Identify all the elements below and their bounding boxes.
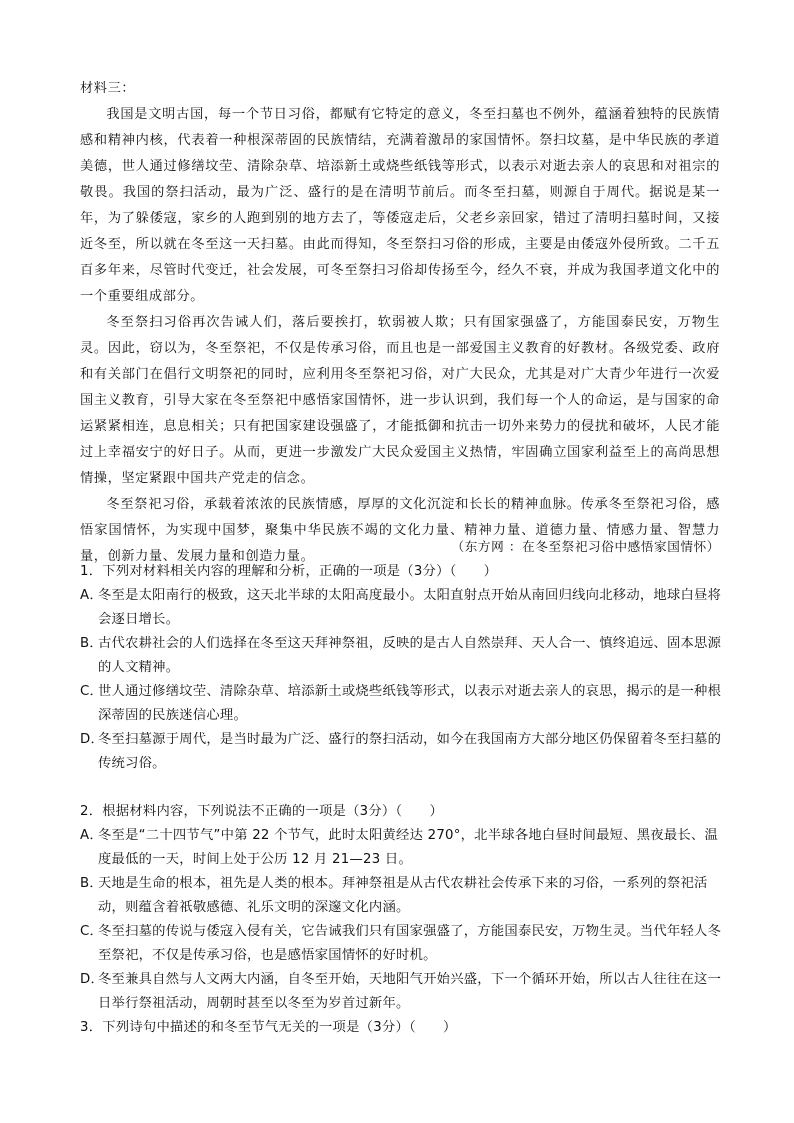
question-stem: 1．下列对材料相关内容的理解和分析，正确的一项是（3分）（ ） — [80, 564, 498, 579]
option-b — [80, 632, 730, 680]
option-label: B． — [80, 636, 103, 651]
option-text: 世人通过修缮坟茔、清除杂草、培添新土或烧些纸钱等形式，以表示对逝去亲人的哀思，揭示的是一种根深蒂固的民族迷信心理。 — [98, 684, 722, 723]
option-text: 天地是生命的根本，祖先是人类的根本。拜神祭祖是从古代农耕社会传承下来的习俗，一系列的祭祀活动，则蕴含着祇敬感德、礼乐文明的深邃文化内涵。 — [98, 876, 708, 915]
question-2 — [80, 800, 730, 1040]
option-a — [80, 584, 730, 632]
material-three — [80, 76, 720, 570]
option-label: B． — [80, 876, 103, 891]
material-heading: 材料三： — [80, 81, 136, 96]
option-label: A． — [80, 588, 103, 603]
option-c — [80, 920, 730, 968]
option-text: 冬至是“二十四节气”中第 22 个节气，此时太阳黄经达 270°，北半球各地白昼时间最短、黑夜最长、温度最低的一天，时间上处于公历 12 月 21—23 日。 — [98, 828, 719, 867]
question-3-stem: 3．下列诗句中描述的和冬至节气无关的一项是（3分）（ ） — [80, 1020, 457, 1035]
option-b — [80, 872, 730, 920]
option-label: C． — [80, 924, 104, 939]
option-text: 冬至是太阳南行的极致，这天北半球的太阳高度最小。太阳直射点开始从南回归线向北移动，地球白昼将会逐日增长。 — [98, 588, 722, 627]
material-source: （东方网 ：在冬至祭祀习俗中感悟家国情怀） — [451, 539, 720, 554]
option-text: 冬至兼具自然与人文两大内涵，自冬至开始，天地阳气开始兴盛，下一个循环开始，所以古人往往在这一日举行祭祖活动，周朝时甚至以冬至为岁首过新年。 — [98, 972, 722, 1011]
option-text: 古代农耕社会的人们选择在冬至这天拜神祭祖，反映的是古人自然崇拜、天人合一、慎终追远、固本思源的人文精神。 — [98, 636, 722, 675]
question-stem: 2．根据材料内容，下列说法不正确的一项是（3分）（ ） — [80, 804, 443, 819]
material-paragraph-3: 冬至祭祀习俗，承载着浓浓的民族情感，厚厚的文化沉淀和长长的精神血脉。传承冬至祭祀习俗，感悟家国情怀，为实现中国梦，聚集中华民族不竭的文化力量、精神力量、道德力量、情感力量、智慧力量，创新力量、发展力量和创造力量。 — [80, 497, 720, 564]
material-paragraph-1: 我国是文明古国，每一个节日习俗，都赋有它特定的意义，冬至扫墓也不例外，蕴涵着独特的民族情感和精神内核，代表着一种根深蒂固的民族情结，充满着激昂的家国情怀。祭扫坟墓，是中华民族的孝道美德，世人通过修缮坟茔、清除杂草、培添新土或烧些纸钱等形式，以表示对逝去亲人的哀思和对祖宗的敬畏。我国的祭扫活动，最为广泛、盛行的是在清明节前后。而冬至扫墓，则源自于周代。据说是某一年，为了躲倭寇，家乡的人跑到别的地方去了，等倭寇走后，父老乡亲回家，错过了清明扫墓时间，又接近冬至，所以就在冬至这一天扫墓。由此而得知，冬至祭扫习俗的形成，主要是由倭寇外侵所致。二千五百多年来，尽管时代变迁，社会发展，可冬至祭扫习俗却传扬至今，经久不衰，并成为我国孝道文化中的一个重要组成部分。 — [80, 107, 720, 304]
option-a — [80, 824, 730, 872]
question-1 — [80, 560, 730, 776]
material-paragraph-2: 冬至祭扫习俗再次告诫人们，落后要挨打，软弱被人欺；只有国家强盛了，方能国泰民安，万物生灵。因此，窃以为，冬至祭祀，不仅是传承习俗，而且也是一部爱国主义教育的好教材。各级党委、政府和有关部门在倡行文明祭祀的同时，应利用冬至祭祀习俗，对广大民众，尤其是对广大青少年进行一次爱国主义教育，引导大家在冬至祭祀中感悟家国情怀，进一步认识到，我们每一个人的命运，是与国家的命运紧紧相连，息息相关；只有把国家建设强盛了，才能抵御和抗击一切外来势力的侵扰和破坏，人民才能过上幸福安宁的好日子。从而，更进一步激发广大民众爱国主义热情，牢固确立国家利益至上的高尚思想情操，坚定紧跟中国共产党走的信念。 — [80, 315, 720, 486]
option-d — [80, 728, 730, 776]
option-label: A． — [80, 828, 103, 843]
option-c — [80, 680, 730, 728]
option-d — [80, 968, 730, 1016]
option-text: 冬至扫墓的传说与倭寇入侵有关，它告诫我们只有国家强盛了，方能国泰民安，万物生灵。当代年轻人冬至祭祀，不仅是传承习俗，也是感悟家国情怀的好时机。 — [98, 924, 722, 963]
option-label: D． — [80, 732, 105, 747]
option-text: 冬至扫墓源于周代，是当时最为广泛、盛行的祭扫活动，如今在我国南方大部分地区仍保留着冬至扫墓的传统习俗。 — [98, 732, 722, 771]
option-label: C． — [80, 684, 104, 699]
option-label: D． — [80, 972, 105, 987]
